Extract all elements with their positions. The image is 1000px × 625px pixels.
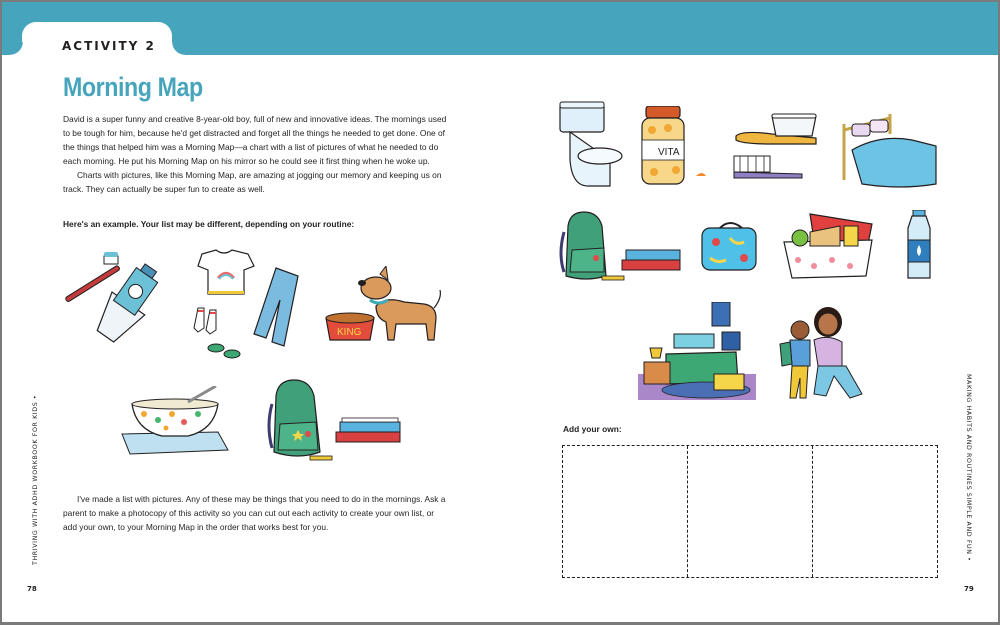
clothes-illustration (192, 248, 307, 360)
toothpaste-icon (89, 258, 169, 348)
dog-bowl-icon (326, 313, 374, 340)
books-icon (336, 418, 400, 442)
tshirt-icon (198, 250, 254, 294)
tab-flare-right (165, 42, 185, 55)
hairbrush-icon (736, 114, 816, 144)
backpack-books-illustration (264, 376, 414, 466)
tab-flare-left (10, 42, 30, 55)
left-spine-text: THRIVING WITH ADHD WORKBOOK FOR KIDS • (32, 394, 39, 565)
right-spine-text: MAKING HABITS AND ROUTINES SIMPLE AND FUN • (965, 374, 972, 562)
hairbrushes-illustration (732, 112, 822, 182)
page-number-left: 78 (27, 585, 37, 593)
backpack-books-right-illustration (558, 210, 688, 285)
example-heading: Here's an example. Your list may be different, depending on your routine: (63, 219, 355, 229)
make-bed-illustration (840, 110, 940, 192)
sneakers-icon (208, 344, 240, 358)
toothbrush-toothpaste-illustration (60, 250, 175, 350)
backpack-icon (269, 380, 320, 456)
blank-cutout-box-3[interactable] (812, 446, 937, 577)
closing-paragraph: I've made a list with pictures. Any of these may be things that you need to do in the mornings. Ask a parent to make a photocopy of this activity so you can cut out each activity to create your own list, or add your own, to your Morning Map in the order that works best for you. (63, 494, 446, 532)
add-your-own-label: Add your own: (563, 424, 622, 434)
water-bottle-illustration (904, 210, 934, 282)
book-spread (2, 2, 998, 622)
dog-bowl-label: KING (337, 327, 362, 338)
page-number-right: 79 (964, 585, 974, 593)
add-your-own-cutout-boxes (562, 445, 938, 578)
intro-text (63, 112, 448, 196)
toilet-illustration (558, 100, 626, 192)
activity-label: ACTIVITY 2 (62, 39, 156, 53)
vitamin-label: VITA (658, 147, 680, 158)
blank-cutout-box-2[interactable] (687, 446, 812, 577)
socks-icon (194, 308, 216, 334)
lunchbox-illustration (700, 218, 760, 274)
feed-dog-illustration (324, 266, 449, 346)
goodbye-hug-illustration (776, 304, 866, 404)
intro-paragraph-1: David is a super funny and creative 8-year-old boy, full of new and innovative ideas. The mornings used to be tough for him, because he'd get distracted and forget all the things he needed to get done. One of the things that helped him was a Morning Map—a chart with a list of pictures of what he needed to do each morning. He put his Morning Map on his mirror so he could see it first thing when he woke up. (63, 114, 447, 166)
packed-lunch-illustration (780, 210, 880, 280)
intro-paragraph-2: Charts with pictures, like this Morning Map, are amazing at jogging our memory and keeping us on track. They can actually be super fun to create as well. (63, 170, 442, 194)
vitamins-illustration (640, 106, 710, 190)
comb-brush-icon (734, 156, 802, 178)
page-title: Morning Map (63, 72, 203, 102)
jeans-icon (254, 268, 298, 346)
tidy-bedroom-illustration (636, 302, 756, 402)
blank-cutout-box-1[interactable] (563, 446, 687, 577)
pencil-icon (310, 456, 332, 460)
cereal-bowl-illustration (118, 386, 233, 456)
